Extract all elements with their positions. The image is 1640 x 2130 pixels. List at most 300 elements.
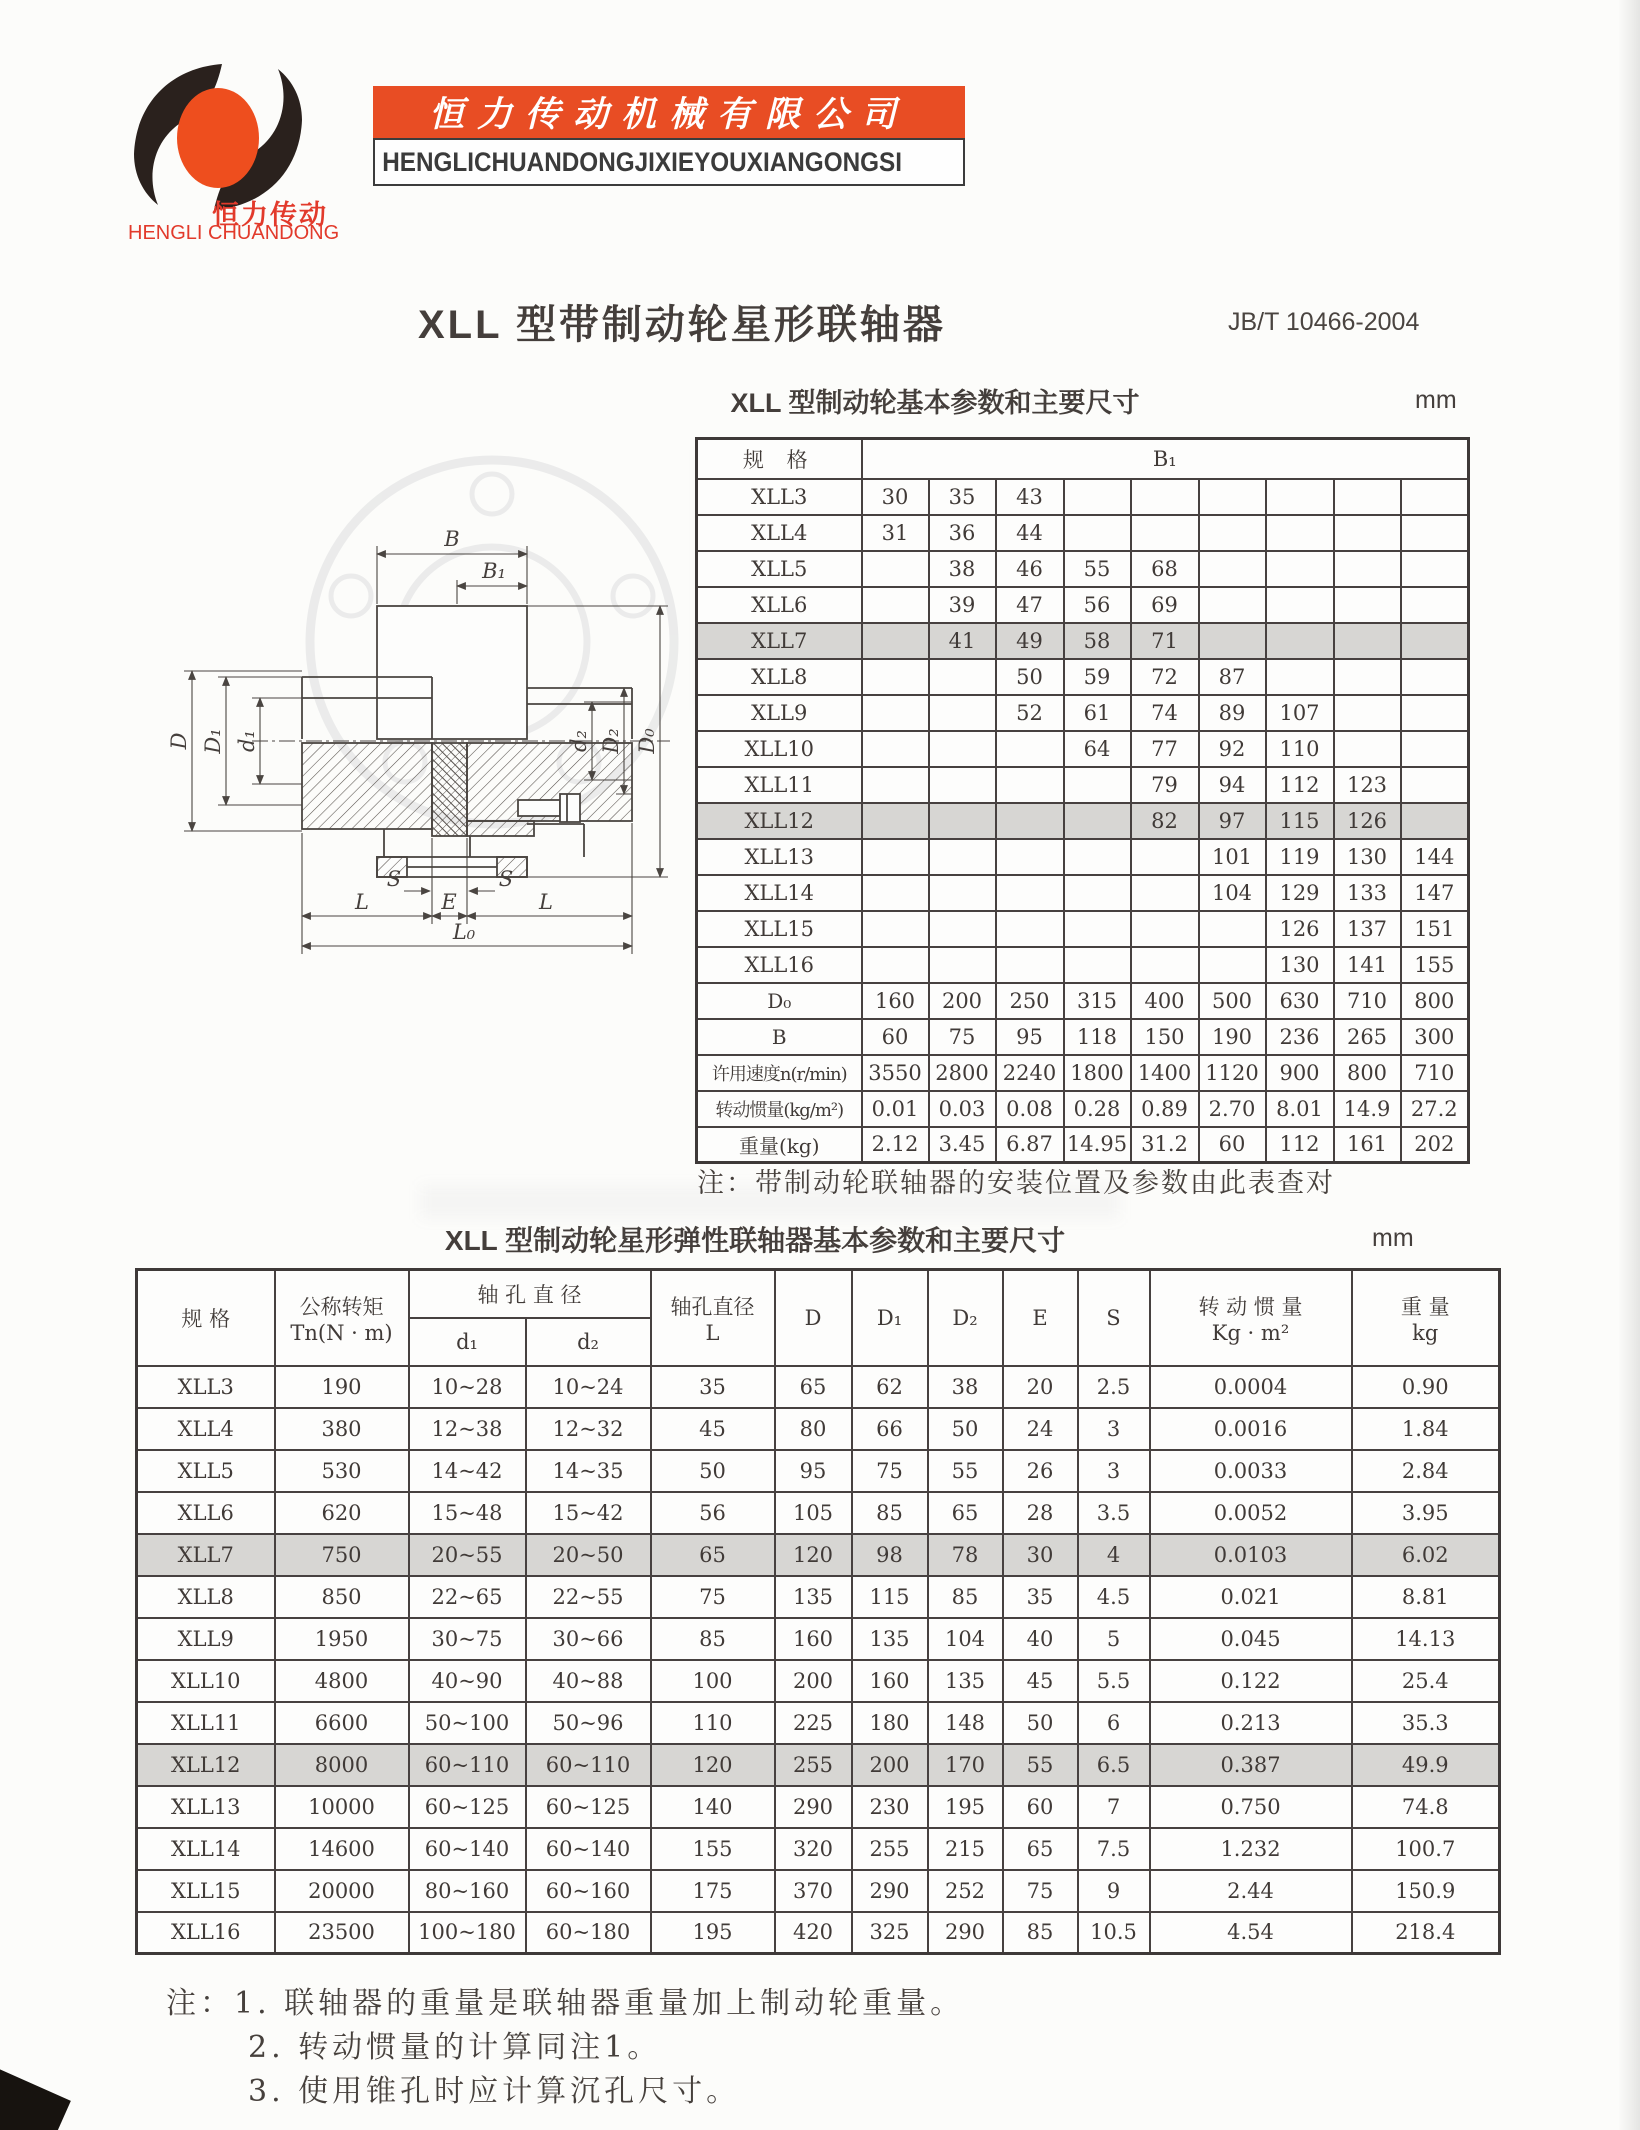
value-cell: [1334, 731, 1401, 767]
value-cell: 0.0033: [1150, 1450, 1352, 1492]
value-cell: 0.021: [1150, 1576, 1352, 1618]
dim-label-L-right: L: [539, 890, 553, 914]
table-row: [697, 1091, 1469, 1127]
value-cell: 65: [1003, 1828, 1078, 1870]
table-row: [697, 1019, 1469, 1055]
value-cell: 218.4: [1352, 1912, 1500, 1954]
value-cell: 49: [996, 623, 1064, 659]
value-cell: 190: [275, 1366, 409, 1408]
value-cell: 0.0052: [1150, 1492, 1352, 1534]
value-cell: 0.90: [1352, 1366, 1500, 1408]
value-cell: [1131, 839, 1199, 875]
value-cell: 35: [1003, 1576, 1078, 1618]
value-cell: 2.84: [1352, 1450, 1500, 1492]
value-cell: 160: [862, 983, 929, 1019]
table-row: [137, 1870, 1500, 1912]
value-cell: 97: [1199, 803, 1266, 839]
footnotes: [166, 1982, 964, 2114]
table1-body: [697, 479, 1469, 1163]
value-cell: 72: [1131, 659, 1199, 695]
value-cell: 95: [996, 1019, 1064, 1055]
row-label-cell: XLL15: [137, 1870, 275, 1912]
value-cell: 3550: [862, 1055, 929, 1091]
value-cell: [1334, 623, 1401, 659]
value-cell: [1131, 479, 1199, 515]
value-cell: 85: [928, 1576, 1003, 1618]
value-cell: 30~75: [409, 1618, 526, 1660]
value-cell: [929, 947, 996, 983]
value-cell: 120: [651, 1744, 775, 1786]
table-row: [137, 1660, 1500, 1702]
value-cell: [929, 911, 996, 947]
table-row: [137, 1912, 1500, 1954]
value-cell: [1266, 623, 1334, 659]
value-cell: 20~50: [526, 1534, 651, 1576]
value-cell: 130: [1334, 839, 1401, 875]
value-cell: 1.232: [1150, 1828, 1352, 1870]
value-cell: 0.122: [1150, 1660, 1352, 1702]
value-cell: 1.84: [1352, 1408, 1500, 1450]
table-row: [137, 1408, 1500, 1450]
value-cell: 236: [1266, 1019, 1334, 1055]
value-cell: 800: [1401, 983, 1469, 1019]
value-cell: 107: [1266, 695, 1334, 731]
value-cell: 500: [1199, 983, 1266, 1019]
table-row: [697, 731, 1469, 767]
value-cell: 155: [651, 1828, 775, 1870]
value-cell: 3.5: [1078, 1492, 1150, 1534]
table1-header-row: [697, 439, 1469, 479]
value-cell: 22~65: [409, 1576, 526, 1618]
value-cell: 150: [1131, 1019, 1199, 1055]
value-cell: 530: [275, 1450, 409, 1492]
table-row: [697, 695, 1469, 731]
dim-label-D1: D₁: [201, 728, 225, 754]
value-cell: 80~160: [409, 1870, 526, 1912]
value-cell: [1266, 551, 1334, 587]
value-cell: 126: [1266, 911, 1334, 947]
value-cell: 141: [1334, 947, 1401, 983]
value-cell: [1401, 623, 1469, 659]
value-cell: 50: [1003, 1702, 1078, 1744]
value-cell: 6.02: [1352, 1534, 1500, 1576]
row-label-cell: XLL4: [137, 1408, 275, 1450]
row-label-cell: XLL15: [697, 911, 862, 947]
value-cell: 20~55: [409, 1534, 526, 1576]
value-cell: 64: [1064, 731, 1131, 767]
value-cell: 85: [651, 1618, 775, 1660]
value-cell: [996, 803, 1064, 839]
value-cell: [1064, 839, 1131, 875]
footnote-1: 注：1. 联轴器的重量是联轴器重量加上制动轮重量。: [166, 1986, 965, 2021]
value-cell: 92: [1199, 731, 1266, 767]
row-label-cell: B: [697, 1019, 862, 1055]
value-cell: 800: [1334, 1055, 1401, 1091]
table2-spec-header: 规 格: [137, 1270, 275, 1366]
value-cell: 200: [775, 1660, 852, 1702]
table2-bore-diameter-header: 轴 孔 直 径: [409, 1270, 651, 1318]
value-cell: 61: [1064, 695, 1131, 731]
value-cell: [1199, 479, 1266, 515]
value-cell: 750: [275, 1534, 409, 1576]
value-cell: 14600: [275, 1828, 409, 1870]
value-cell: 50: [928, 1408, 1003, 1450]
value-cell: 14.13: [1352, 1618, 1500, 1660]
row-label-cell: XLL16: [137, 1912, 275, 1954]
table2-body: [137, 1366, 1500, 1954]
dim-label-E: E: [441, 890, 457, 914]
value-cell: 3.45: [929, 1127, 996, 1163]
row-label-cell: XLL12: [137, 1744, 275, 1786]
table1-title: XLL 型制动轮基本参数和主要尺寸: [730, 388, 1140, 418]
value-cell: 900: [1266, 1055, 1334, 1091]
value-cell: 89: [1199, 695, 1266, 731]
value-cell: [862, 947, 929, 983]
value-cell: 77: [1131, 731, 1199, 767]
value-cell: 129: [1266, 875, 1334, 911]
value-cell: 320: [775, 1828, 852, 1870]
value-cell: [862, 551, 929, 587]
value-cell: 35: [929, 479, 996, 515]
weight-label-unit: kg: [1412, 1320, 1439, 1345]
table-row: [697, 803, 1469, 839]
coupling-section-drawing: [122, 436, 682, 1136]
value-cell: 10~24: [526, 1366, 651, 1408]
value-cell: 14~42: [409, 1450, 526, 1492]
value-cell: 4: [1078, 1534, 1150, 1576]
table-row: [697, 875, 1469, 911]
value-cell: 104: [928, 1618, 1003, 1660]
value-cell: 195: [928, 1786, 1003, 1828]
value-cell: 100.7: [1352, 1828, 1500, 1870]
value-cell: [1401, 803, 1469, 839]
row-label-cell: XLL7: [697, 623, 862, 659]
dim-label-D0: D₀: [635, 728, 659, 754]
value-cell: 100~180: [409, 1912, 526, 1954]
company-name-chinese: 恒力传动机械有限公司: [428, 94, 909, 135]
table-row: [697, 983, 1469, 1019]
value-cell: 35: [651, 1366, 775, 1408]
value-cell: [1131, 947, 1199, 983]
value-cell: [1334, 659, 1401, 695]
table-row: [697, 587, 1469, 623]
value-cell: 45: [1003, 1660, 1078, 1702]
value-cell: 0.03: [929, 1091, 996, 1127]
value-cell: 75: [852, 1450, 928, 1492]
value-cell: 14.9: [1334, 1091, 1401, 1127]
value-cell: 148: [928, 1702, 1003, 1744]
row-label-cell: XLL14: [697, 875, 862, 911]
value-cell: [1131, 875, 1199, 911]
value-cell: 3.95: [1352, 1492, 1500, 1534]
value-cell: [862, 659, 929, 695]
value-cell: [1199, 515, 1266, 551]
dim-label-d2: d₂: [567, 730, 591, 752]
value-cell: 137: [1334, 911, 1401, 947]
value-cell: 43: [996, 479, 1064, 515]
table-row: [137, 1492, 1500, 1534]
value-cell: [929, 803, 996, 839]
value-cell: 6600: [275, 1702, 409, 1744]
page-title: XLL 型带制动轮星形联轴器: [418, 303, 946, 347]
value-cell: 230: [852, 1786, 928, 1828]
value-cell: 2.70: [1199, 1091, 1266, 1127]
table-row: [697, 767, 1469, 803]
value-cell: 36: [929, 515, 996, 551]
value-cell: 126: [1334, 803, 1401, 839]
value-cell: 14~35: [526, 1450, 651, 1492]
value-cell: 115: [1266, 803, 1334, 839]
value-cell: 105: [775, 1492, 852, 1534]
value-cell: 100: [651, 1660, 775, 1702]
table-row: [137, 1618, 1500, 1660]
dim-label-d1: d₁: [235, 730, 259, 752]
value-cell: 200: [852, 1744, 928, 1786]
company-banner-pinyin: [373, 138, 965, 186]
value-cell: 225: [775, 1702, 852, 1744]
value-cell: 31.2: [1131, 1127, 1199, 1163]
row-label-cell: XLL9: [697, 695, 862, 731]
value-cell: [862, 911, 929, 947]
value-cell: [1401, 659, 1469, 695]
value-cell: 315: [1064, 983, 1131, 1019]
row-label-cell: XLL12: [697, 803, 862, 839]
value-cell: 0.750: [1150, 1786, 1352, 1828]
table-row: [137, 1786, 1500, 1828]
dim-label-B: B: [444, 527, 460, 551]
table1-spec-header: 规 格: [697, 439, 862, 479]
value-cell: 3: [1078, 1450, 1150, 1492]
value-cell: 60: [862, 1019, 929, 1055]
value-cell: 4.54: [1150, 1912, 1352, 1954]
table-row: [697, 659, 1469, 695]
value-cell: 30~66: [526, 1618, 651, 1660]
value-cell: 300: [1401, 1019, 1469, 1055]
value-cell: 120: [775, 1534, 852, 1576]
value-cell: 80: [775, 1408, 852, 1450]
table-row: [137, 1366, 1500, 1408]
value-cell: [1064, 947, 1131, 983]
row-label-cell: XLL6: [697, 587, 862, 623]
value-cell: 135: [852, 1618, 928, 1660]
value-cell: 74: [1131, 695, 1199, 731]
row-label-cell: XLL10: [137, 1660, 275, 1702]
table1-b1-header: B₁: [862, 439, 1469, 479]
table-row: [697, 839, 1469, 875]
row-label-cell: XLL6: [137, 1492, 275, 1534]
value-cell: 50: [651, 1450, 775, 1492]
value-cell: 290: [852, 1870, 928, 1912]
value-cell: 170: [928, 1744, 1003, 1786]
footnote-3: 3. 使用锥孔时应计算沉孔尺寸。: [248, 2074, 741, 2109]
value-cell: 101: [1199, 839, 1266, 875]
value-cell: 44: [996, 515, 1064, 551]
value-cell: [1199, 623, 1266, 659]
dim-label-L0: L₀: [452, 920, 476, 944]
weight-label-cn: 重 量: [1400, 1294, 1450, 1319]
value-cell: 135: [928, 1660, 1003, 1702]
torque-label-cn: 公称转矩: [299, 1294, 384, 1319]
value-cell: 0.0103: [1150, 1534, 1352, 1576]
value-cell: 15~42: [526, 1492, 651, 1534]
value-cell: 160: [852, 1660, 928, 1702]
value-cell: 110: [1266, 731, 1334, 767]
value-cell: 56: [651, 1492, 775, 1534]
value-cell: 104: [1199, 875, 1266, 911]
dim-label-D: D: [167, 732, 191, 750]
dim-label-S-right: S: [498, 867, 514, 891]
value-cell: [996, 875, 1064, 911]
value-cell: 50: [996, 659, 1064, 695]
value-cell: [1064, 875, 1131, 911]
value-cell: 15~48: [409, 1492, 526, 1534]
row-label-cell: 转动惯量(kg/m²): [697, 1091, 862, 1127]
table2-S-header: S: [1078, 1270, 1150, 1366]
value-cell: [1334, 695, 1401, 731]
value-cell: 133: [1334, 875, 1401, 911]
value-cell: 161: [1334, 1127, 1401, 1163]
row-label-cell: XLL8: [137, 1576, 275, 1618]
value-cell: 40: [1003, 1618, 1078, 1660]
table-row: [697, 911, 1469, 947]
value-cell: 4800: [275, 1660, 409, 1702]
value-cell: [1401, 767, 1469, 803]
value-cell: 195: [651, 1912, 775, 1954]
value-cell: [929, 839, 996, 875]
value-cell: 40~90: [409, 1660, 526, 1702]
table2-E-header: E: [1003, 1270, 1078, 1366]
value-cell: 1400: [1131, 1055, 1199, 1091]
value-cell: 110: [651, 1702, 775, 1744]
value-cell: 23500: [275, 1912, 409, 1954]
inertia-label-cn: 转 动 惯 量: [1198, 1294, 1303, 1319]
logo-swirl-icon: [134, 64, 302, 210]
row-label-cell: XLL13: [137, 1786, 275, 1828]
value-cell: 30: [1003, 1534, 1078, 1576]
bore-length-label-symbol: L: [705, 1320, 720, 1345]
value-cell: [1334, 479, 1401, 515]
dim-label-D2: D₂: [599, 728, 623, 754]
value-cell: [996, 911, 1064, 947]
logo-english-text: HENGLI CHUANDONG: [128, 222, 340, 244]
value-cell: 55: [1003, 1744, 1078, 1786]
value-cell: 85: [852, 1492, 928, 1534]
value-cell: [1401, 731, 1469, 767]
value-cell: 5.5: [1078, 1660, 1150, 1702]
value-cell: [862, 587, 929, 623]
value-cell: 60~140: [526, 1828, 651, 1870]
value-cell: [1064, 515, 1131, 551]
value-cell: 140: [651, 1786, 775, 1828]
value-cell: 68: [1131, 551, 1199, 587]
value-cell: [1401, 695, 1469, 731]
value-cell: 130: [1266, 947, 1334, 983]
value-cell: 14.95: [1064, 1127, 1131, 1163]
row-label-cell: XLL5: [137, 1450, 275, 1492]
row-label-cell: XLL3: [697, 479, 862, 515]
row-label-cell: XLL10: [697, 731, 862, 767]
value-cell: [1064, 767, 1131, 803]
value-cell: 710: [1401, 1055, 1469, 1091]
value-cell: 56: [1064, 587, 1131, 623]
row-label-cell: D₀: [697, 983, 862, 1019]
value-cell: 0.0004: [1150, 1366, 1352, 1408]
table-row: [137, 1828, 1500, 1870]
value-cell: [929, 695, 996, 731]
value-cell: [1334, 587, 1401, 623]
value-cell: 255: [852, 1828, 928, 1870]
value-cell: [996, 947, 1064, 983]
value-cell: 0.28: [1064, 1091, 1131, 1127]
value-cell: 38: [929, 551, 996, 587]
row-label-cell: XLL3: [137, 1366, 275, 1408]
value-cell: 6.5: [1078, 1744, 1150, 1786]
value-cell: 420: [775, 1912, 852, 1954]
value-cell: 190: [1199, 1019, 1266, 1055]
value-cell: 75: [929, 1019, 996, 1055]
value-cell: 144: [1401, 839, 1469, 875]
value-cell: 87: [1199, 659, 1266, 695]
value-cell: 55: [1064, 551, 1131, 587]
table-row: [137, 1702, 1500, 1744]
scan-edge-shade: [1618, 0, 1640, 2130]
row-label-cell: XLL16: [697, 947, 862, 983]
company-banner: [373, 86, 965, 138]
value-cell: [1266, 587, 1334, 623]
value-cell: 0.08: [996, 1091, 1064, 1127]
value-cell: 118: [1064, 1019, 1131, 1055]
value-cell: 380: [275, 1408, 409, 1450]
value-cell: 155: [1401, 947, 1469, 983]
value-cell: 2.12: [862, 1127, 929, 1163]
value-cell: [862, 731, 929, 767]
table-row: [697, 947, 1469, 983]
value-cell: 710: [1334, 983, 1401, 1019]
value-cell: 2.44: [1150, 1870, 1352, 1912]
table-row: [137, 1576, 1500, 1618]
table2-bore-length-header: [651, 1270, 775, 1366]
value-cell: 60~110: [526, 1744, 651, 1786]
value-cell: 10~28: [409, 1366, 526, 1408]
value-cell: 147: [1401, 875, 1469, 911]
value-cell: 65: [928, 1492, 1003, 1534]
value-cell: 2240: [996, 1055, 1064, 1091]
value-cell: 65: [651, 1534, 775, 1576]
dim-label-L-left: L: [355, 890, 369, 914]
table2-D1-header: D₁: [852, 1270, 928, 1366]
value-cell: 20: [1003, 1366, 1078, 1408]
table2-d1-header: d₁: [409, 1318, 526, 1366]
table2-d2-header: d₂: [526, 1318, 651, 1366]
row-label-cell: XLL9: [137, 1618, 275, 1660]
value-cell: [1401, 587, 1469, 623]
value-cell: 12~32: [526, 1408, 651, 1450]
row-label-cell: XLL13: [697, 839, 862, 875]
value-cell: 325: [852, 1912, 928, 1954]
value-cell: [1064, 479, 1131, 515]
value-cell: 46: [996, 551, 1064, 587]
value-cell: 79: [1131, 767, 1199, 803]
value-cell: [1131, 515, 1199, 551]
table-row: [697, 479, 1469, 515]
value-cell: 40~88: [526, 1660, 651, 1702]
value-cell: [929, 875, 996, 911]
value-cell: 65: [775, 1366, 852, 1408]
value-cell: 85: [1003, 1912, 1078, 1954]
value-cell: [1401, 551, 1469, 587]
value-cell: 74.8: [1352, 1786, 1500, 1828]
value-cell: 60: [1003, 1786, 1078, 1828]
